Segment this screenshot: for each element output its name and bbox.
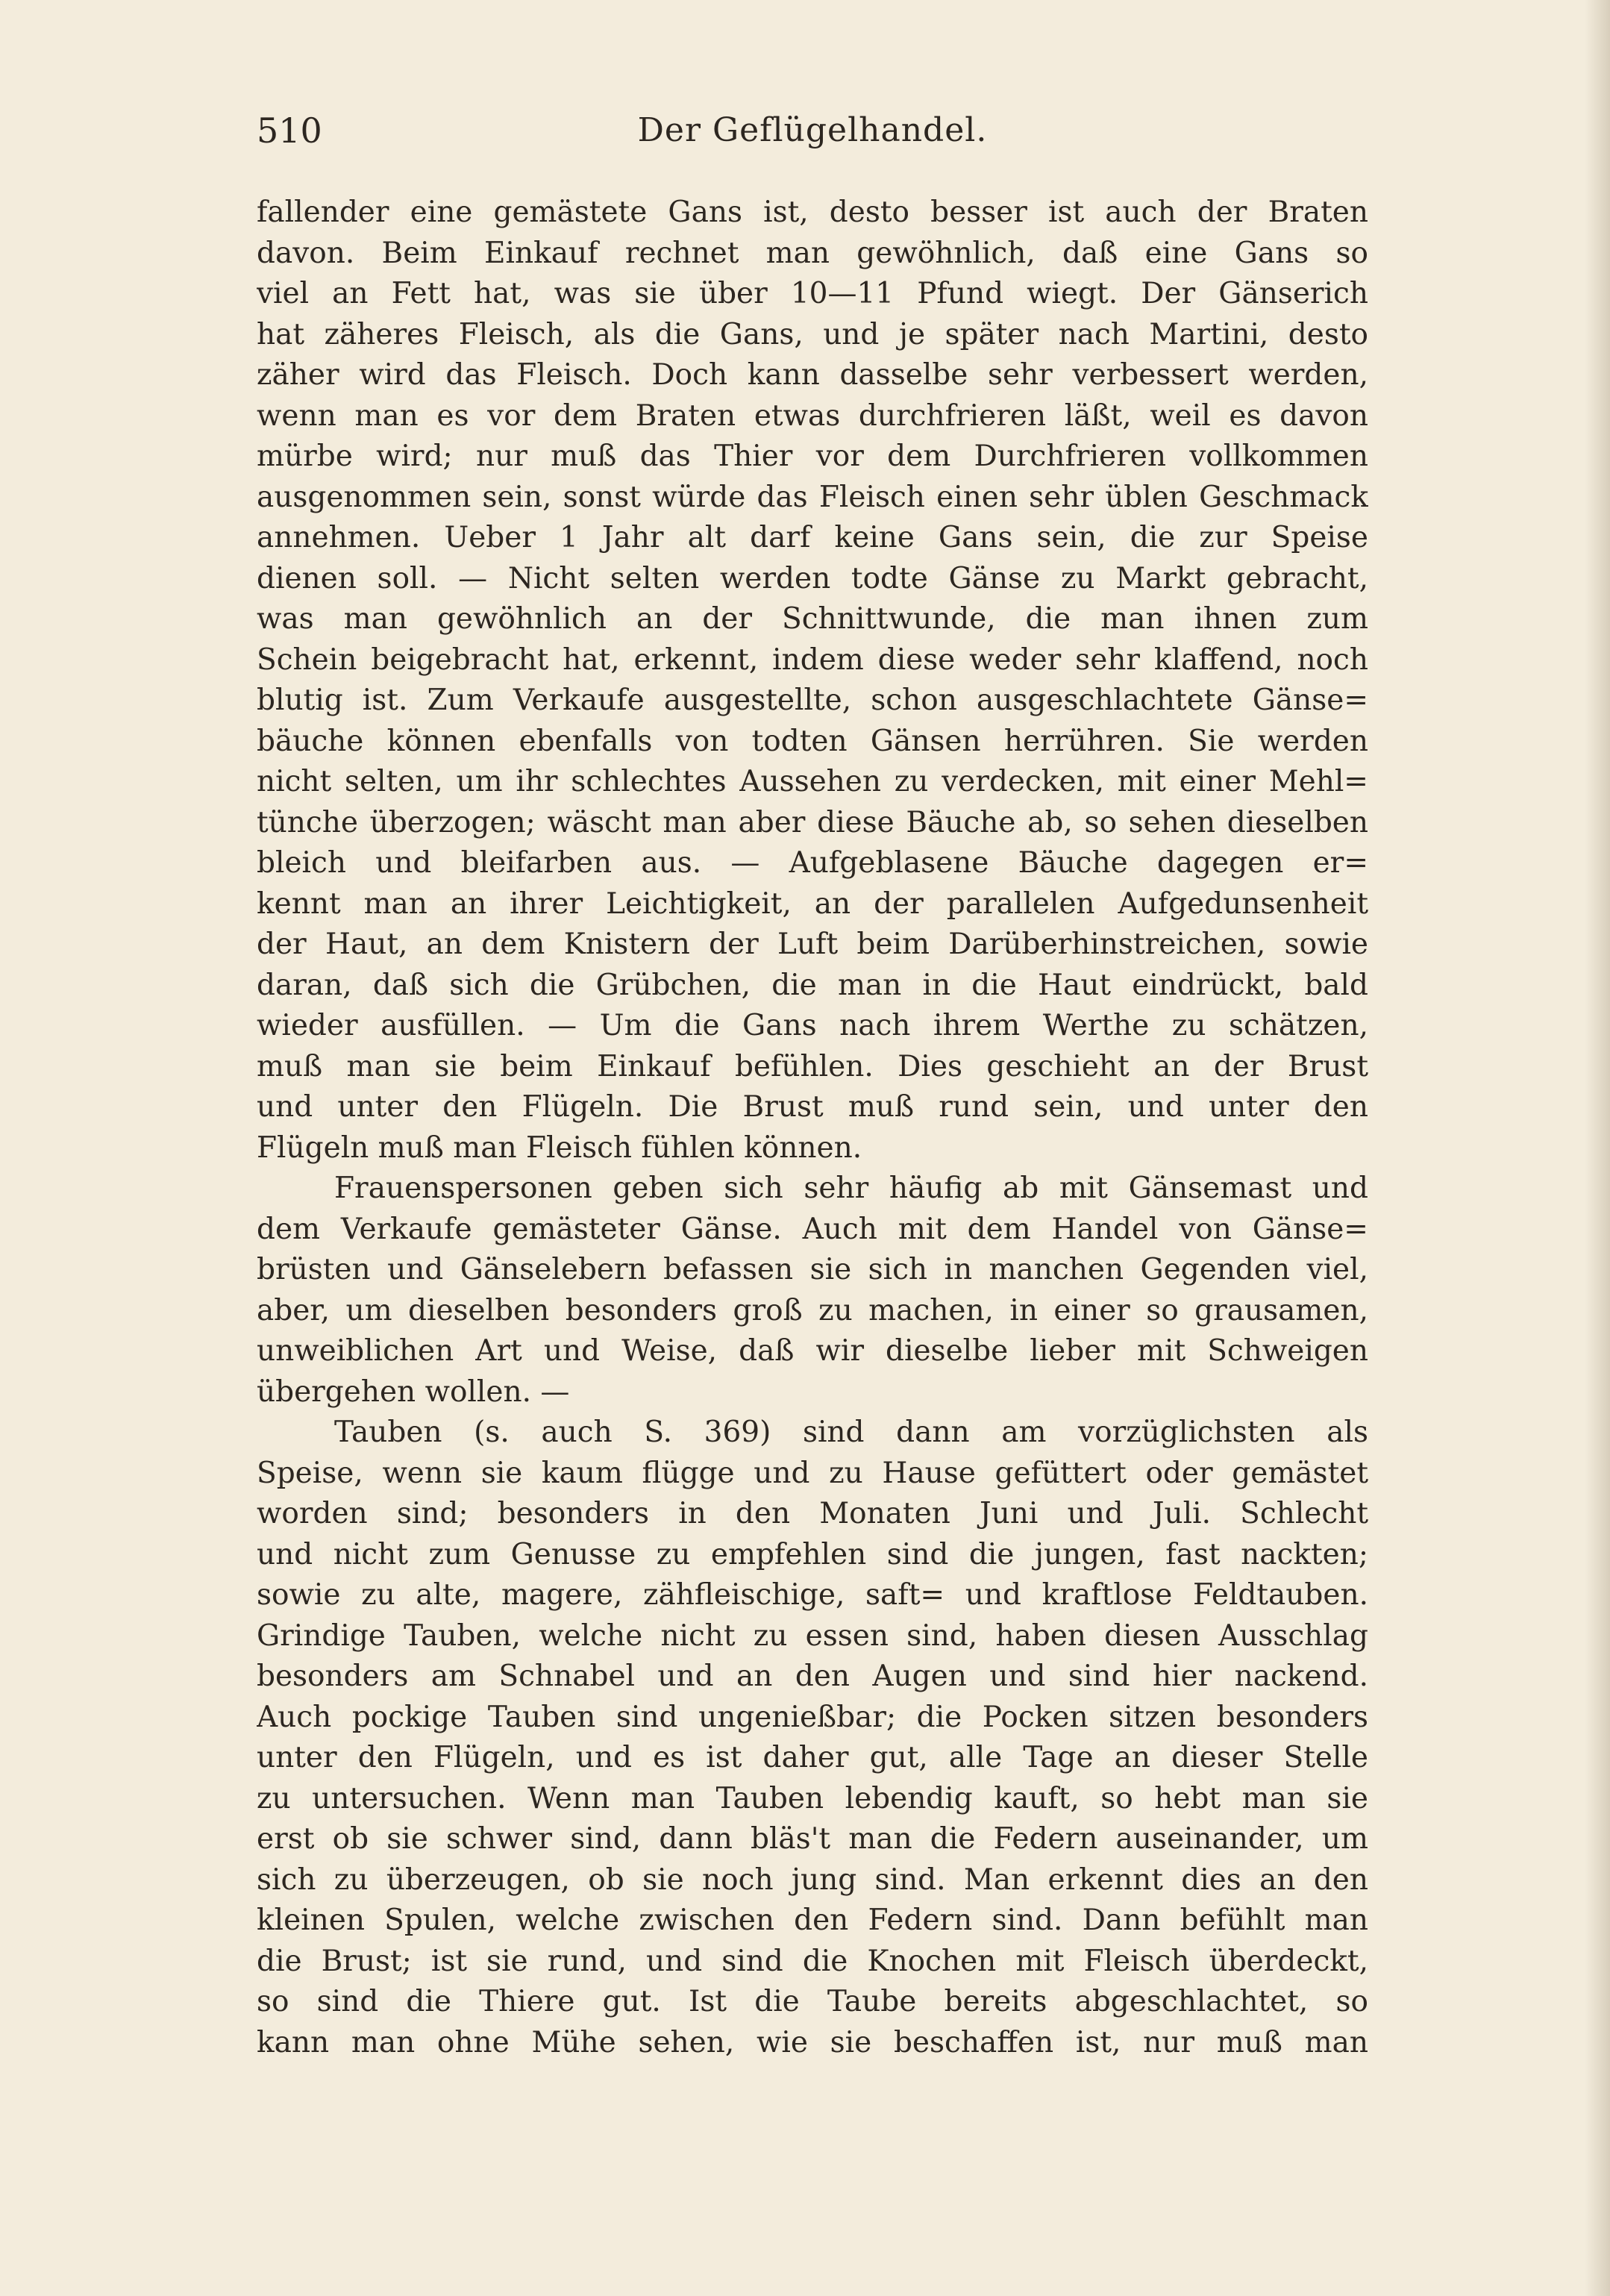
page-header	[257, 104, 1368, 164]
text-line: blutig ist. Zum Verkaufe ausgestellte, schon ausgeschlachtete Gänse=	[257, 684, 1368, 717]
text-line: so sind die Thiere gut. Ist die Taube bereits abgeschlachtet, so	[257, 1985, 1368, 2018]
text-line: davon. Beim Einkauf rechnet man gewöhnlich, daß eine Gans so	[257, 236, 1368, 270]
text-line: ausgenommen sein, sonst würde das Fleisch einen sehr üblen Geschmack	[257, 480, 1368, 514]
text-line: bleich und bleifarben aus. — Aufgeblasene Bäuche dagegen er=	[257, 846, 1368, 880]
text-line: sowie zu alte, magere, zähfleischige, saft= und kraftlose Feldtauben.	[257, 1578, 1368, 1612]
text-line: aber, um dieselben besonders groß zu machen, in einer so grausamen,	[257, 1293, 1368, 1327]
text-line: Schein beigebracht hat, erkennt, indem diese weder sehr klaffend, noch	[257, 642, 1368, 677]
text-line: wenn man es vor dem Braten etwas durchfrieren läßt, weil es davon	[257, 398, 1368, 433]
text-line: annehmen. Ueber 1 Jahr alt darf keine Gans sein, die zur Speise	[257, 521, 1368, 554]
text-line: wieder ausfüllen. — Um die Gans nach ihrem Werthe zu schätzen,	[257, 1009, 1368, 1042]
paragraph	[257, 1413, 1368, 2063]
text-line: und nicht zum Genusse zu empfehlen sind die jungen, fast nackten;	[257, 1537, 1368, 1571]
text-line: bäuche können ebenfalls von todten Gänsen herrühren. Sie werden	[257, 724, 1368, 758]
text-line: daran, daß sich die Grübchen, die man in die Haut eindrückt, bald	[257, 968, 1368, 1002]
text-line: übergehen wollen. —	[257, 1374, 570, 1409]
paragraph	[257, 1169, 1368, 1413]
text-line: viel an Fett hat, was sie über 10—11 Pfund wiegt. Der Gänserich	[257, 277, 1368, 310]
paragraph	[257, 193, 1368, 1169]
text-line: und unter den Flügeln. Die Brust muß rund sein, und unter den	[257, 1090, 1368, 1124]
text-line: unter den Flügeln, und es ist daher gut, alle Tage an dieser Stelle	[257, 1741, 1368, 1774]
text-line: nicht selten, um ihr schlechtes Aussehen zu verdecken, mit einer Mehl=	[257, 765, 1368, 798]
text-line: Frauenspersonen geben sich sehr häufig ab mit Gänsemast und	[334, 1172, 1368, 1205]
text-line: mürbe wird; nur muß das Thier vor dem Durchfrieren vollkommen	[257, 440, 1368, 473]
body-text	[257, 193, 1368, 2063]
text-line: Tauben (s. auch S. 369) sind dann am vorzüglichsten als	[334, 1416, 1368, 1449]
text-line: kann man ohne Mühe sehen, wie sie beschaffen ist, nur muß man	[257, 2025, 1368, 2059]
text-line: kleinen Spulen, welche zwischen den Federn sind. Dann befühlt man	[257, 1904, 1368, 1937]
text-line: unweiblichen Art und Weise, daß wir dieselbe lieber mit Schweigen	[257, 1334, 1368, 1368]
text-line: was man gewöhnlich an der Schnittwunde, die man ihnen zum	[257, 602, 1368, 636]
text-line: Flügeln muß man Fleisch fühlen können.	[257, 1130, 862, 1165]
text-line: kennt man an ihrer Leichtigkeit, an der parallelen Aufgedunsenheit	[257, 886, 1368, 921]
text-line: besonders am Schnabel und an den Augen und sind hier nackend.	[257, 1660, 1368, 1693]
text-line: tünche überzogen; wäscht man aber diese Bäuche ab, so sehen dieselben	[257, 805, 1368, 839]
text-line: Speise, wenn sie kaum flügge und zu Hause gefüttert oder gemästet	[257, 1456, 1368, 1490]
text-line: die Brust; ist sie rund, und sind die Knochen mit Fleisch überdeckt,	[257, 1944, 1368, 1978]
text-line: dem Verkaufe gemästeter Gänse. Auch mit dem Handel von Gänse=	[257, 1212, 1368, 1246]
text-line: sich zu überzeugen, ob sie noch jung sind. Man erkennt dies an den	[257, 1862, 1368, 1897]
text-line: Auch pockige Tauben sind ungenießbar; die Pocken sitzen besonders	[257, 1700, 1368, 1734]
text-line: brüsten und Gänselebern befassen sie sich in manchen Gegenden viel,	[257, 1253, 1368, 1286]
text-line: fallender eine gemästete Gans ist, desto besser ist auch der Braten	[257, 195, 1368, 229]
text-line: hat zäheres Fleisch, als die Gans, und je später nach Martini, desto	[257, 317, 1368, 351]
page-number: 510	[257, 110, 322, 151]
page-edge-shadow	[1585, 0, 1610, 2296]
text-line: dienen soll. — Nicht selten werden todte Gänse zu Markt gebracht,	[257, 561, 1368, 595]
text-line: der Haut, an dem Knistern der Luft beim Darüberhinstreichen, sowie	[257, 928, 1368, 961]
text-line: zäher wird das Fleisch. Doch kann dasselbe sehr verbessert werden,	[257, 358, 1368, 392]
text-line: worden sind; besonders in den Monaten Juni und Juli. Schlecht	[257, 1497, 1368, 1530]
running-head: Der Geflügelhandel.	[637, 111, 988, 149]
text-line: Grindige Tauben, welche nicht zu essen sind, haben diesen Ausschlag	[257, 1618, 1368, 1653]
text-line: muß man sie beim Einkauf befühlen. Dies geschieht an der Brust	[257, 1049, 1368, 1083]
text-line: zu untersuchen. Wenn man Tauben lebendig kauft, so hebt man sie	[257, 1781, 1368, 1815]
text-line: erst ob sie schwer sind, dann bläs't man die Federn auseinander, um	[257, 1822, 1368, 1856]
